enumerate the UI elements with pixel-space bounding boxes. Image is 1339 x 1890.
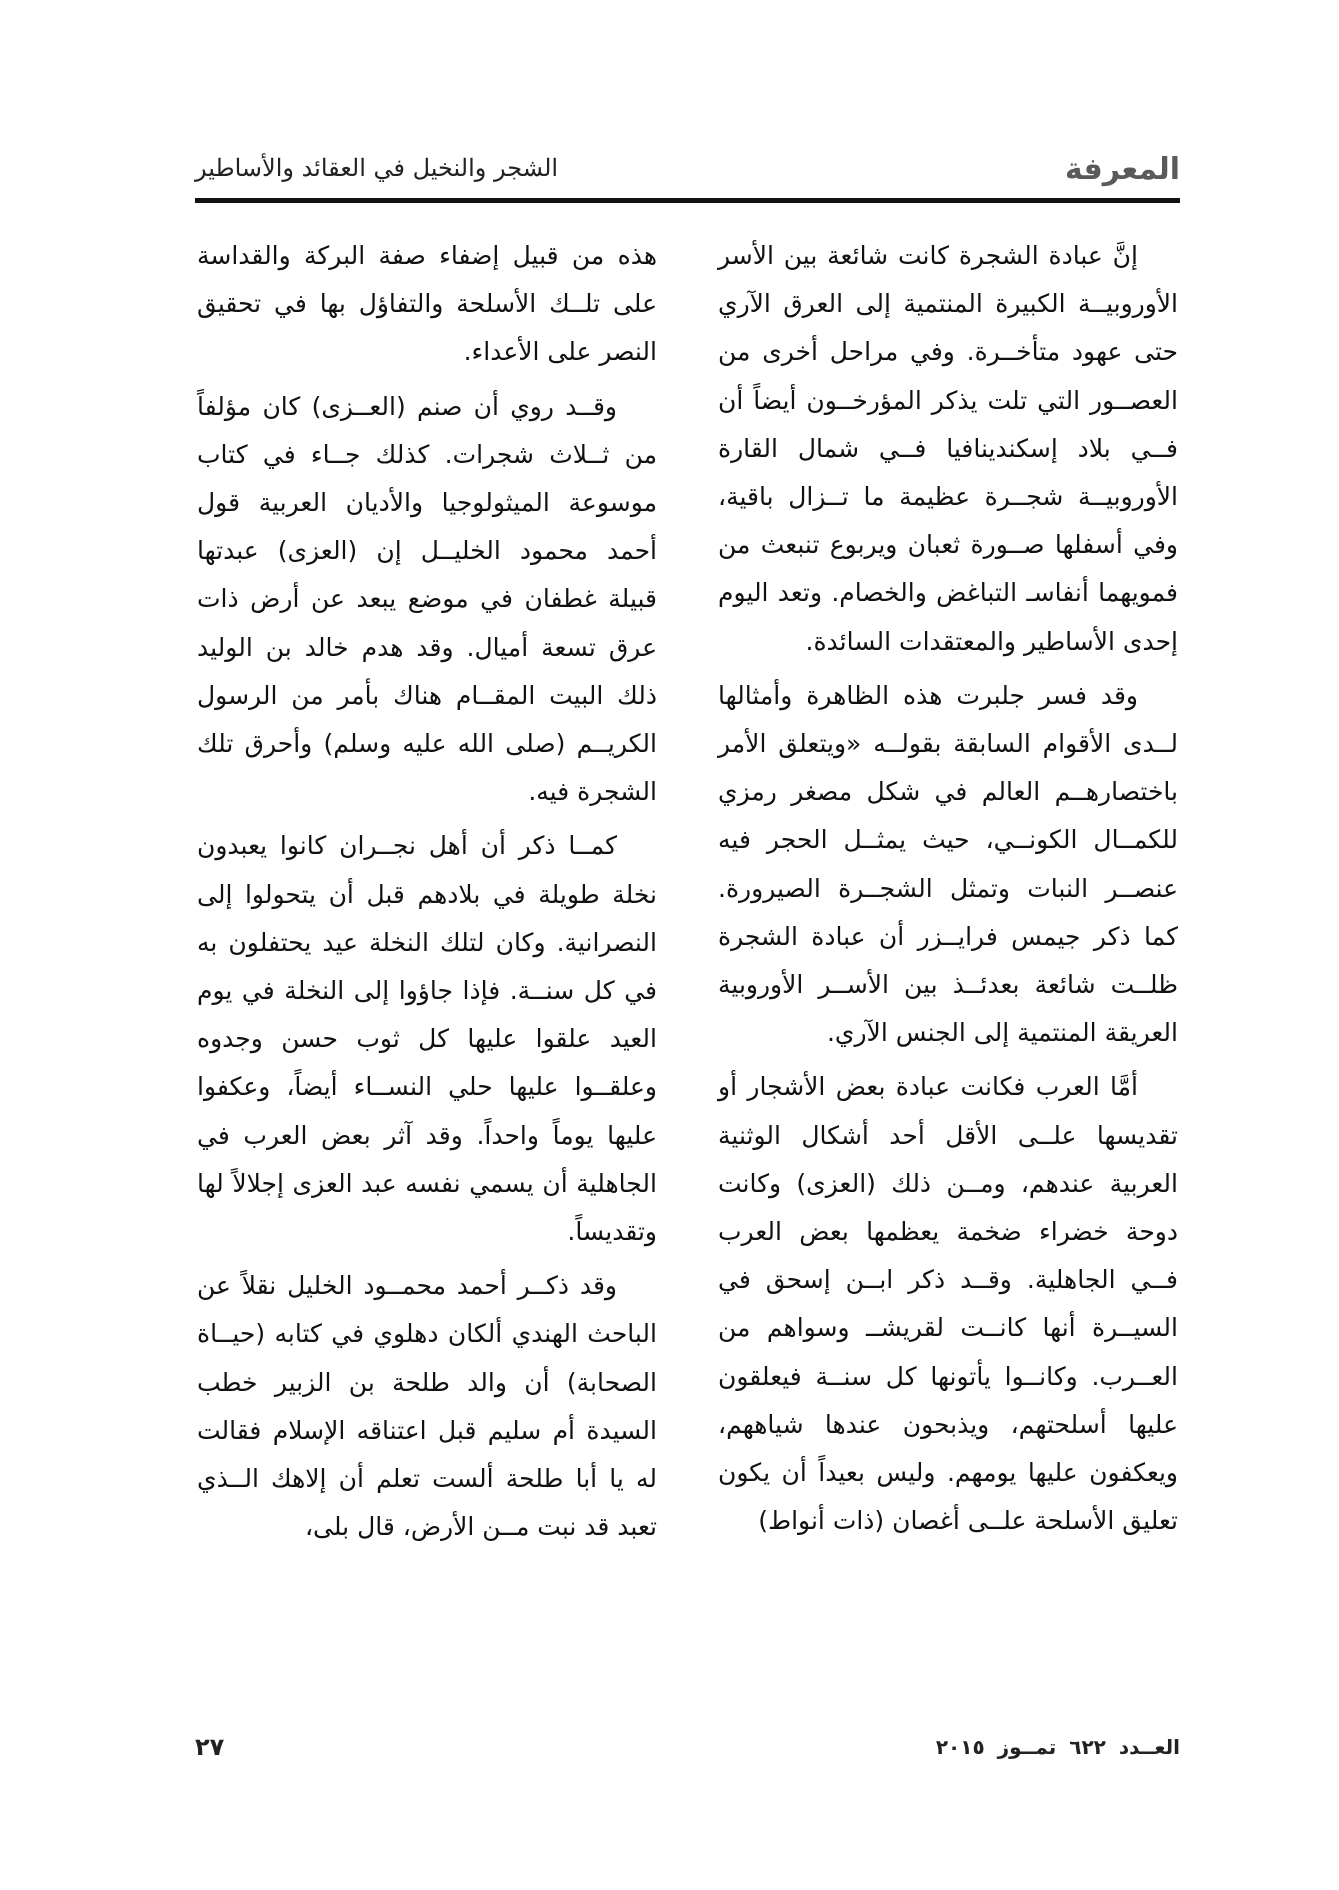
paragraph: كمــا ذكر أن أهل نجــران كانوا يعبدون نخلة طويلة في بلادهم قبل أن يتحولوا إلى النصرانية. وكان لتلك النخلة عيد يحتفلون به في كل سنــة. فإذا جاؤوا إلى النخلة في يوم العيد علقوا عليها كل ثوب حسن وجدوه وعلقــوا عليها حلي النســاء أيضاً، وعكفوا عليها يوماً واحداً. وقد آثر بعض العرب في الجاهلية أن يسمي نفسه عبد العزى إجلالاً لها وتقديساً.	[197, 831, 657, 1247]
issue-number: ٦٢٢	[1069, 1735, 1106, 1759]
page-number: ٢٧	[195, 1733, 225, 1761]
page-header	[195, 148, 1180, 198]
issue-label: العــدد	[1118, 1735, 1180, 1759]
issue-info	[936, 1735, 1180, 1759]
paragraph: هذه من قبيل إضفاء صفة البركة والقداسة على تلــك الأسلحة والتفاؤل بها في تحقيق النصر على الأعداء.	[197, 241, 657, 367]
page-footer	[195, 1735, 1180, 1775]
issue-year: ٢٠١٥	[935, 1735, 985, 1759]
header-divider	[195, 198, 1180, 203]
running-title: الشجر والنخيل في العقائد والأساطير	[195, 154, 559, 182]
paragraph: أمَّا العرب فكانت عبادة بعض الأشجار أو تقديسها علــى الأقل أحد أشكال الوثنية العربية عندهم، ومــن ذلك (العزى) وكانت دوحة خضراء ضخمة يعظمها بعض العرب فــي الجاهلية. وقــد ذكر ابــن إسحق في السيــرة أنها كانــت لقريشــ وسواهم من العــرب. وكانــوا يأتونها كل سنــة فيعلقون عليها أسلحتهم، ويذبحون عندها شياههم، ويعكفون عليها يومهم. وليس بعيداً أن يكون تعليق الأسلحة علــى أغصان (ذات أنواط)	[718, 1072, 1178, 1536]
left-column	[197, 232, 657, 1557]
paragraph: إنَّ عبادة الشجرة كانت شائعة بين الأسر الأوروبيــة الكبيرة المنتمية إلى العرق الآري حتى عهود متأخــرة. وفي مراحل أخرى من العصــور التي تلت يذكر المؤرخــون أيضاً أن فــي بلاد إسكندينافيا فــي شمال القارة الأوروبيــة شجــرة عظيمة ما تــزال باقية، وفي أسفلها صــورة ثعبان ويربوع تنبعث من فمويهما أنفاسـ التباغض والخصام. وتعد اليوم إحدى الأساطير والمعتقدات السائدة.	[718, 241, 1178, 656]
paragraph: وقد ذكــر أحمد محمــود الخليل نقلاً عن الباحث الهندي ألكان دهلوي في كتابه (حيــاة الصحابة) أن والد طلحة بن الزبير خطب السيدة أم سليم قبل اعتناقه الإسلام فقالت له يا أبا طلحة ألست تعلم أن إلاهك الــذي تعبد قد نبت مــن الأرض، قال بلى،	[197, 1271, 657, 1542]
issue-month: تمــوز	[997, 1735, 1057, 1759]
right-column	[718, 232, 1178, 1551]
paragraph: وقــد روي أن صنم (العــزى) كان مؤلفاً من ثــلاث شجرات. كذلك جــاء في كتاب موسوعة الميثولوجيا والأديان العربية قول أحمد محمود الخليــل إن (العزى) عبدتها قبيلة غطفان في موضع يبعد عن أرض ذات عرق تسعة أميال. وقد هدم خالد بن الوليد ذلك البيت المقــام هناك بأمر من الرسول الكريــم (صلى الله عليه وسلم) وأحرق تلك الشجرة فيه.	[197, 391, 657, 807]
magazine-logo: المعرفة	[1064, 152, 1180, 187]
paragraph: وقد فسر جلبرت هذه الظاهرة وأمثالها لــدى الأقوام السابقة بقولــه «ويتعلق الأمر باختصارهــم العالم في شكل مصغر رمزي للكمــال الكونــي، حيث يمثــل الحجر فيه عنصــر النبات وتمثل الشجــرة الصيرورة. كما ذكر جيمس فرايــزر أن عبادة الشجرة ظلــت شائعة بعدئــذ بين الأســر الأوروبية العريقة المنتمية إلى الجنس الآري.	[718, 680, 1178, 1048]
